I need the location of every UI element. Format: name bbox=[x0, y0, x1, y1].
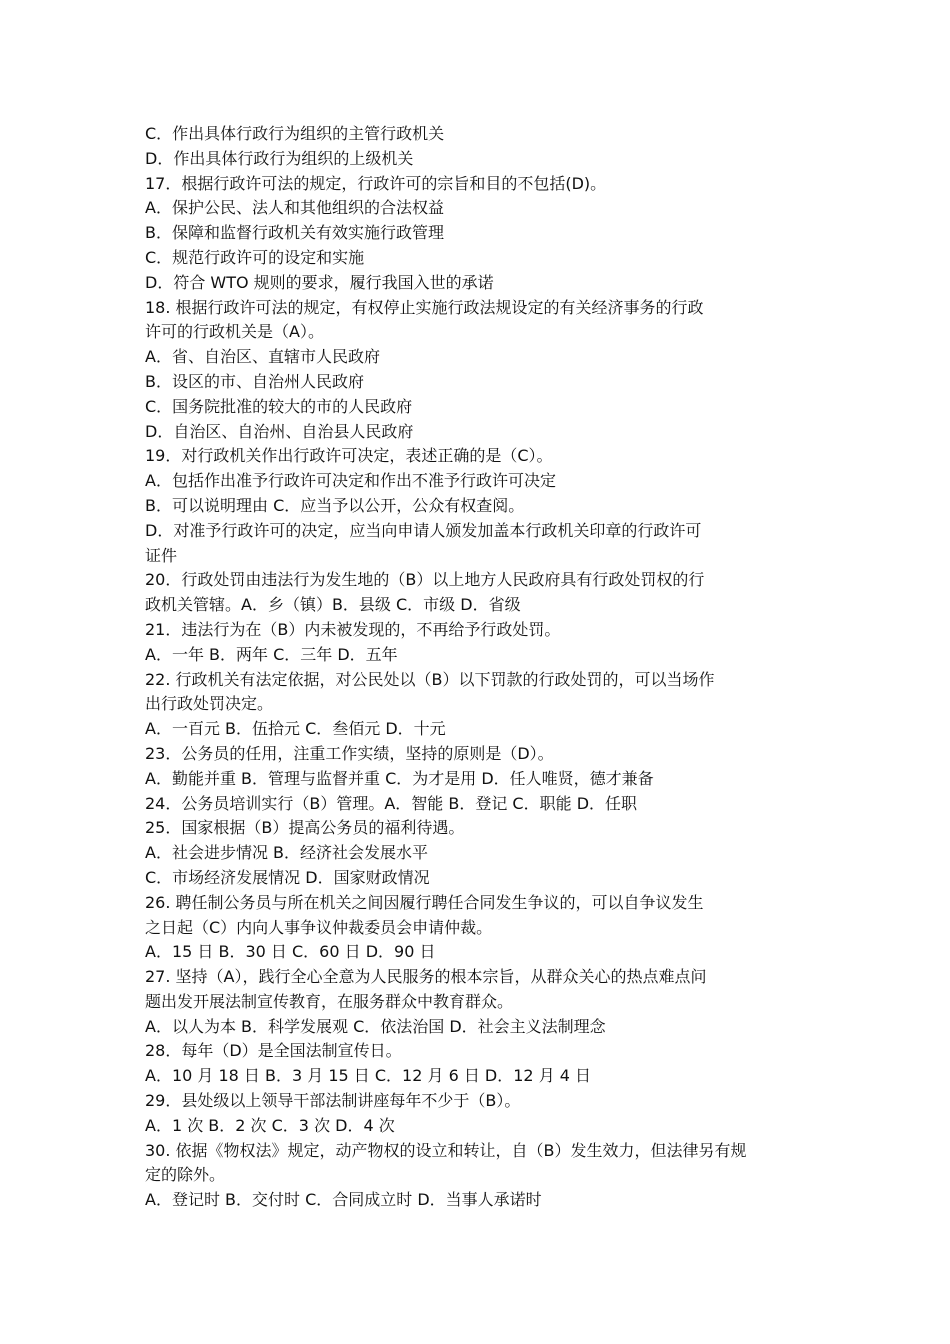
text-line: B．设区的市、自治州人民政府 bbox=[145, 371, 364, 391]
question-20: 20．行政处罚由违法行为发生地的（B）以上地方人民政府具有行政处罚权的行 bbox=[145, 570, 705, 590]
text-line: 之日起（C）内向人事争议仲裁委员会申请仲裁。 bbox=[145, 917, 493, 937]
question-30: 30. 依据《物权法》规定，动产物权的设立和转让，自（B）发生效力，但法律另有规 bbox=[145, 1140, 747, 1160]
text-line: A．省、自治区、直辖市人民政府 bbox=[145, 347, 380, 367]
question-19: 19．对行政机关作出行政许可决定，表述正确的是（C）。 bbox=[145, 446, 553, 466]
text-line: C．市场经济发展情况 D．国家财政情况 bbox=[145, 867, 430, 887]
text-line: D．自治区、自治州、自治县人民政府 bbox=[145, 421, 414, 441]
text-line: 许可的行政机关是（A）。 bbox=[145, 322, 324, 342]
text-line: 政机关管辖。A．乡（镇）B．县级 C．市级 D．省级 bbox=[145, 595, 521, 615]
text-line: D．对准予行政许可的决定，应当向申请人颁发加盖本行政机关印章的行政许可 bbox=[145, 520, 702, 540]
text-line: C．规范行政许可的设定和实施 bbox=[145, 247, 365, 267]
text-line: C．国务院批准的较大的市的人民政府 bbox=[145, 396, 413, 416]
text-line: B．可以说明理由 C．应当予以公开，公众有权查阅。 bbox=[145, 495, 525, 515]
question-21: 21．违法行为在（B）内未被发现的，不再给予行政处罚。 bbox=[145, 619, 561, 639]
question-26: 26. 聘任制公务员与所在机关之间因履行聘任合同发生争议的，可以自争议发生 bbox=[145, 892, 704, 912]
text-line: A．10 月 18 日 B．3 月 15 日 C．12 月 6 日 D．12 月 4 日 bbox=[145, 1066, 592, 1086]
text-line: B．保障和监督行政机关有效实施行政管理 bbox=[145, 223, 444, 243]
text-line: A．社会进步情况 B．经济社会发展水平 bbox=[145, 843, 429, 863]
question-27: 27. 坚持（A），践行全心全意为人民服务的根本宗旨，从群众关心的热点难点问 bbox=[145, 967, 707, 987]
text-line: A．一年 B．两年 C．三年 D．五年 bbox=[145, 644, 398, 664]
text-line: D．作出具体行政行为组织的上级机关 bbox=[145, 148, 414, 168]
text-line: 证件 bbox=[145, 545, 178, 565]
document-page bbox=[145, 122, 813, 1213]
text-line: D．符合 WTO 规则的要求，履行我国入世的承诺 bbox=[145, 272, 494, 292]
question-17: 17．根据行政许可法的规定，行政许可的宗旨和目的不包括(D)。 bbox=[145, 173, 607, 193]
text-line: A．1 次 B．2 次 C．3 次 D．4 次 bbox=[145, 1115, 395, 1135]
text-line: A．一百元 B．伍拾元 C．叁佰元 D．十元 bbox=[145, 719, 446, 739]
text-line: A．勤能并重 B．管理与监督并重 C．为才是用 D．任人唯贤，德才兼备 bbox=[145, 768, 654, 788]
text-line: A．登记时 B．交付时 C．合同成立时 D．当事人承诺时 bbox=[145, 1190, 542, 1210]
text-line: A．以人为本 B．科学发展观 C．依法治国 D．社会主义法制理念 bbox=[145, 1016, 606, 1036]
question-28: 28．每年（D）是全国法制宣传日。 bbox=[145, 1041, 402, 1061]
question-24: 24．公务员培训实行（B）管理。A．智能 B．登记 C．职能 D．任职 bbox=[145, 793, 638, 813]
text-line: 题出发开展法制宣传教育，在服务群众中教育群众。 bbox=[145, 991, 514, 1011]
text-line: A．包括作出准予行政许可决定和作出不准予行政许可决定 bbox=[145, 471, 556, 491]
question-25: 25．国家根据（B）提高公务员的福利待遇。 bbox=[145, 818, 465, 838]
text-line: 出行政处罚决定。 bbox=[145, 694, 274, 714]
text-line: C．作出具体行政行为组织的主管行政机关 bbox=[145, 124, 445, 143]
question-22: 22. 行政机关有法定依据，对公民处以（B）以下罚款的行政处罚的，可以当场作 bbox=[145, 669, 715, 689]
question-18: 18. 根据行政许可法的规定，有权停止实施行政法规设定的有关经济事务的行政 bbox=[145, 297, 704, 317]
text-line: A．15 日 B．30 日 C．60 日 D．90 日 bbox=[145, 942, 436, 962]
text-line: 定的除外。 bbox=[145, 1165, 226, 1185]
question-23: 23．公务员的任用，注重工作实绩，坚持的原则是（D）。 bbox=[145, 743, 554, 763]
question-29: 29．县处级以上领导干部法制讲座每年不少于（B）。 bbox=[145, 1091, 521, 1111]
text-line: A．保护公民、法人和其他组织的合法权益 bbox=[145, 198, 444, 218]
